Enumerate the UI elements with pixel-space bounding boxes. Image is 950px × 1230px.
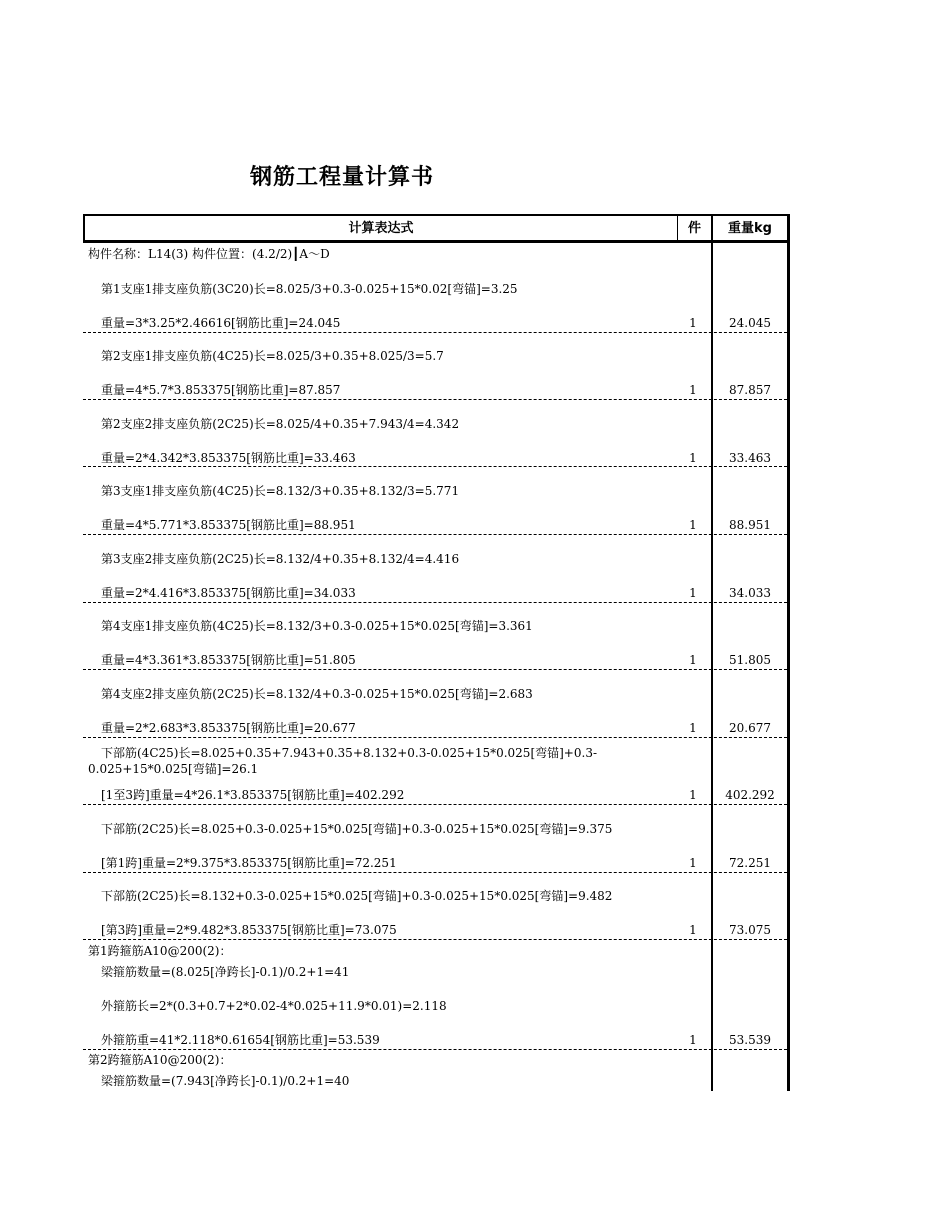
row-separator: [83, 399, 787, 400]
header-expression: 计算表达式: [348, 221, 414, 236]
row-separator: [83, 332, 787, 333]
weight-cell: 87.857: [729, 383, 771, 397]
count-cell: 1: [689, 923, 697, 937]
stirrup-heading: 第2跨箍筋A10@200(2)：: [88, 1053, 232, 1067]
weight-cell: 402.292: [725, 788, 775, 802]
weight-cell: 51.805: [729, 653, 771, 667]
weight-column-divider: [711, 214, 713, 1091]
rebar-length-line: 下部筋(2C25)长=8.132+0.3-0.025+15*0.025[弯锚]+0.3-0.025+15*0.025[弯锚]=9.482: [101, 889, 613, 903]
rebar-weight-line: 重量=3*3.25*2.46616[钢筋比重]=24.045: [101, 316, 341, 330]
weight-cell: 72.251: [729, 856, 771, 870]
row-separator: [83, 804, 787, 805]
stirrup-weight-line: 外箍筋重=41*2.118*0.61654[钢筋比重]=53.539: [101, 1033, 380, 1047]
count-cell: 1: [689, 316, 697, 330]
rebar-weight-line: [第3跨]重量=2*9.482*3.853375[钢筋比重]=73.075: [101, 923, 397, 937]
weight-cell: 33.463: [729, 451, 771, 465]
rebar-weight-line: 重量=2*4.342*3.853375[钢筋比重]=33.463: [101, 451, 356, 465]
weight-cell: 24.045: [729, 316, 771, 330]
count-cell: 1: [689, 1033, 697, 1047]
rebar-length-line: 下部筋(2C25)长=8.025+0.3-0.025+15*0.025[弯锚]+0.3-0.025+15*0.025[弯锚]=9.375: [101, 822, 613, 836]
table-right-border: [787, 214, 790, 1091]
rebar-length-line-continued: 0.025+15*0.025[弯锚]=26.1: [88, 762, 259, 776]
row-separator: [83, 939, 787, 940]
stirrup-length-line: 外箍筋长=2*(0.3+0.7+2*0.02-4*0.025+11.9*0.01)=2.118: [101, 999, 447, 1013]
weight-cell: 88.951: [729, 518, 771, 532]
rebar-weight-line: 重量=2*2.683*3.853375[钢筋比重]=20.677: [101, 721, 356, 735]
rebar-length-line: 第1支座1排支座负筋(3C20)长=8.025/3+0.3-0.025+15*0.02[弯锚]=3.25: [101, 282, 518, 296]
rebar-weight-line: 重量=2*4.416*3.853375[钢筋比重]=34.033: [101, 586, 356, 600]
rebar-length-line: 下部筋(4C25)长=8.025+0.35+7.943+0.35+8.132+0.3-0.025+15*0.025[弯锚]+0.3-: [101, 746, 598, 760]
calc-table: [83, 214, 790, 1091]
rebar-weight-line: 重量=4*5.771*3.853375[钢筋比重]=88.951: [101, 518, 356, 532]
stirrup-count-line: 梁箍筋数量=(8.025[净跨长]-0.1)/0.2+1=41: [101, 965, 350, 979]
row-separator: [83, 872, 787, 873]
rebar-weight-line: [第1跨]重量=2*9.375*3.853375[钢筋比重]=72.251: [101, 856, 397, 870]
weight-cell: 53.539: [729, 1033, 771, 1047]
rebar-length-line: 第4支座2排支座负筋(2C25)长=8.132/4+0.3-0.025+15*0.025[弯锚]=2.683: [101, 687, 533, 701]
row-separator: [83, 466, 787, 467]
row-separator: [83, 1049, 787, 1050]
rebar-length-line: 第3支座1排支座负筋(4C25)长=8.132/3+0.35+8.132/3=5.771: [101, 484, 460, 498]
weight-cell: 34.033: [729, 586, 771, 600]
count-cell: 1: [689, 451, 697, 465]
rebar-length-line: 第2支座1排支座负筋(4C25)长=8.025/3+0.35+8.025/3=5.7: [101, 349, 444, 363]
rebar-weight-line: 重量=4*3.361*3.853375[钢筋比重]=51.805: [101, 653, 356, 667]
count-cell: 1: [689, 518, 697, 532]
stirrup-heading: 第1跨箍筋A10@200(2)：: [88, 944, 232, 958]
weight-cell: 73.075: [729, 923, 771, 937]
stirrup-count-line: 梁箍筋数量=(7.943[净跨长]-0.1)/0.2+1=40: [101, 1074, 350, 1088]
count-cell: 1: [689, 788, 697, 802]
rebar-length-line: 第4支座1排支座负筋(4C25)长=8.132/3+0.3-0.025+15*0.025[弯锚]=3.361: [101, 619, 533, 633]
weight-cell: 20.677: [729, 721, 771, 735]
count-cell: 1: [689, 653, 697, 667]
row-separator: [83, 602, 787, 603]
header-weight: 重量kg: [728, 221, 772, 236]
rebar-weight-line: [1至3跨]重量=4*26.1*3.853375[钢筋比重]=402.292: [101, 788, 405, 802]
rebar-length-line: 第3支座2排支座负筋(2C25)长=8.132/4+0.35+8.132/4=4.416: [101, 552, 460, 566]
header-count: 件: [687, 221, 701, 236]
row-separator: [83, 669, 787, 670]
count-cell: 1: [689, 383, 697, 397]
component-info: 构件名称：L14(3) 构件位置：(4.2/2)┃A～D: [88, 247, 330, 261]
rebar-weight-line: 重量=4*5.7*3.853375[钢筋比重]=87.857: [101, 383, 341, 397]
row-separator: [83, 737, 787, 738]
row-separator: [83, 534, 787, 535]
count-cell: 1: [689, 721, 697, 735]
count-cell: 1: [689, 856, 697, 870]
page-title: 钢筋工程量计算书: [250, 165, 435, 190]
rebar-length-line: 第2支座2排支座负筋(2C25)长=8.025/4+0.35+7.943/4=4.342: [101, 417, 460, 431]
count-cell: 1: [689, 586, 697, 600]
